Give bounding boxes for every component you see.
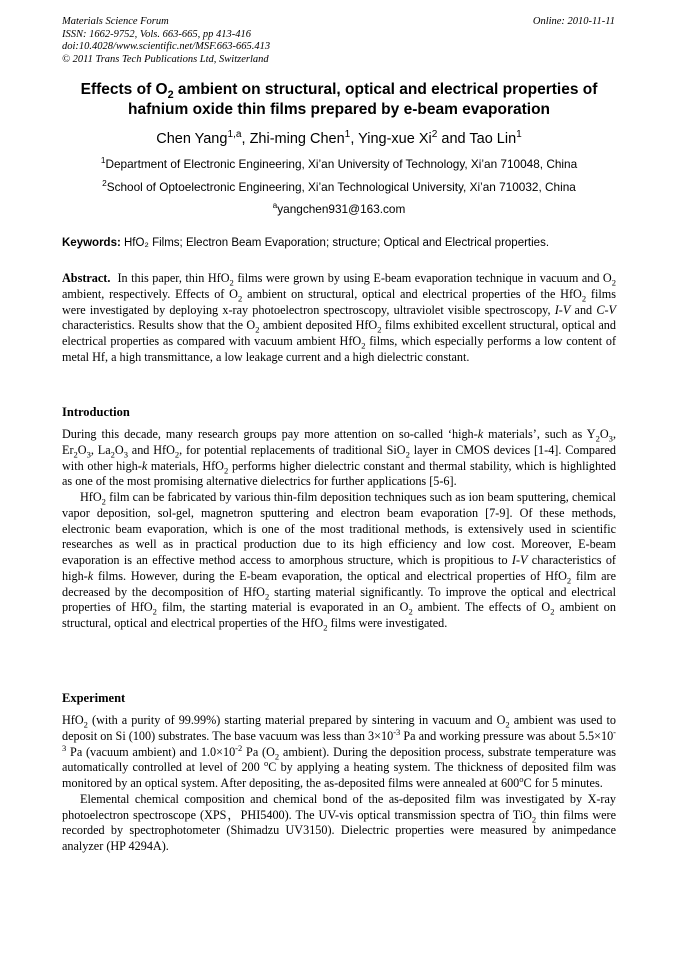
experiment-body [62, 713, 616, 855]
author-email[interactable]: $^a$yangchen931@163.com [272, 201, 406, 216]
experiment-paragraph-1: HfO$_2$ (with a purity of 99.99%) starting material prepared by sintering in vacuum and $O_2$ ambient was used to deposit on Si (100) substrates. The base vacuum was less than $3\times 10^{-3}$ Pa and working pressure was about $5.5\times 10^{-3}$ Pa (vacuum ambient) and $1.0\times 10^{-2}$ Pa ($O_2$ ambient). During the deposition process, substrate temperature was automatically controlled at level of 200 $^o$C by applying a heating system. The thickness of deposited film was monitored by an optical system. After depositing, the as-deposited films were annealed at 600$^o$C for 5 minutes. [62, 713, 617, 790]
journal-issn: ISSN: 1662-9752, Vols. 663-665, pp 413-416 [62, 28, 251, 40]
paper-title: Effects of $O_2$ ambient on structural, optical and electrical properties of hafnium oxide thin films prepared by e-beam evaporation [80, 81, 598, 118]
abstract-label: Abstract. [62, 271, 111, 285]
journal-name: Materials Science Forum [62, 16, 169, 27]
author-2: Zhi-ming Chen$^1$, [249, 129, 359, 147]
section-heading-introduction: Introduction [62, 405, 130, 419]
journal-meta [62, 16, 270, 66]
keywords-text: HfO₂ Films; Electron Beam Evaporation; structure; Optical and Electrical properties. [120, 237, 550, 249]
affiliation-2: $^2$School of Optoelectronic Engineering, Xi’an Technological University, Xi’an 710032, China [102, 179, 576, 194]
journal-doi: doi:10.4028/www.scientific.net/MSF.663-665.413 [62, 41, 271, 52]
affiliation-1: $^1$Department of Electronic Engineering, Xi’an University of Technology, Xi’an 710048, China [100, 156, 578, 171]
author-4: Tao Lin$^1$ [469, 129, 522, 147]
online-date: Online: 2010-11-11 [532, 16, 615, 27]
keywords-label: Keywords: [62, 237, 121, 249]
abstract [62, 271, 616, 366]
introduction-body [62, 427, 616, 632]
author-list [62, 130, 616, 148]
keywords [62, 236, 616, 250]
section-heading-experiment: Experiment [62, 691, 126, 705]
author-1: Chen Yang$^{1,a}$, [156, 129, 250, 147]
abstract-text: In this paper, thin HfO$_2$ films were grown by using E-beam evaporation technique in vacuum and $O_2$ ambient, respectively. Effects of $O_2$ ambient on structural, optical and electrical properties of the HfO$_2$ films were investigated by deploying x-ray photoelectron spectroscopy, ultraviolet visible spectroscopy, I-V and C-V characteristics. Results show that the $O_2$ ambient deposited HfO$_2$ films exhibited excellent structural, optical and electrical properties as compared with vacuum ambient HfO$_2$ films, which especially performs a low content of metal Hf, a high transmittance, a low leakage current and a high dielectric constant. [62, 271, 617, 364]
journal-copyright: © 2011 Trans Tech Publications Ltd, Switzerland [62, 53, 269, 65]
introduction-paragraph-2: HfO$_2$ film can be fabricated by various thin-film deposition techniques such as ion beam sputtering, chemical vapor deposition, sol-gel, magnetron sputtering and electron beam evaporation [7-9]. Of these methods, electronic beam evaporation, which is one of the most traditional methods, is extensively used in scientific researches as well as in practical production due to its high efficiency and low cost. Moreover, E-beam evaporation is an effective method access to amorphous structure, which is propitious to I-V characteristics of high-k films. However, during the E-beam evaporation, the optical and electrical properties of HfO$_2$ film are decreased by the decomposition of HfO$_2$ starting material significantly. To improve the optical and electrical properties of HfO$_2$ film, the starting material is evaporated in an $O_2$ ambient. The effects of $O_2$ ambient on structural, optical and electrical properties of the HfO$_2$ films were investigated. [62, 490, 616, 633]
introduction-paragraph-1: During this decade, many research groups pay more attention on so-called ‘high-k materials’, such as $Y_2O_3$, $Er_2O_3$, $La_2O_3$ and HfO$_2$, for potential replacements of traditional SiO$_2$ layer in CMOS devices [1-4]. Compared with other high-k materials, HfO$_2$ performs higher dielectric constant and thermal stability, which is highlighted as one of the most promising alternative dielectrics for further applications [5-6]. [62, 427, 616, 489]
author-3: Ying-xue Xi$^2$ and [358, 129, 470, 147]
experiment-paragraph-2: Elemental chemical composition and chemical bond of the as-deposited film was investigated by X-ray photoelectron spectroscope (XPS，PHI5400). The UV-vis optical transmission spectra of TiO$_2$ thin films were recorded by spectrophotometer (Shimadzu UV3150). Dielectric properties were measured by animpedance analyzer (HP 4294A). [62, 791, 616, 853]
